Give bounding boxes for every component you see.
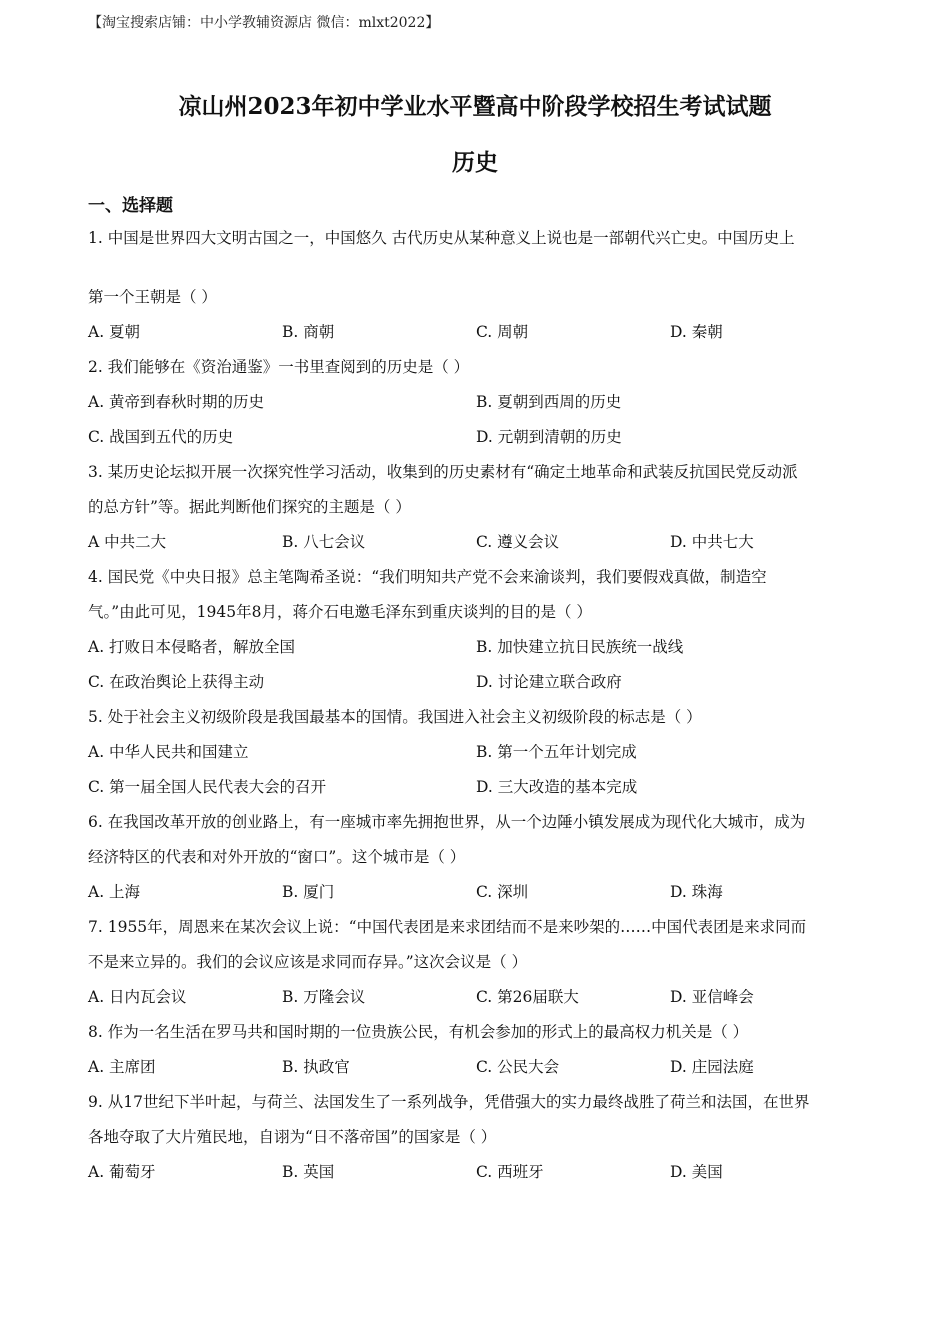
answer-option[interactable]: C. 遵义会议 (476, 533, 560, 551)
question-item (88, 1085, 868, 1190)
answer-option[interactable]: B. 英国 (282, 1163, 335, 1181)
question-list (88, 221, 868, 1190)
answer-option[interactable]: C. 深圳 (476, 883, 529, 901)
answer-option[interactable]: C. 第一届全国人民代表大会的召开 (88, 778, 327, 796)
question-item (88, 910, 868, 1015)
question-stem-line: 各地夺取了大片殖民地，自诩为“日不落帝国”的国家是（ ） (88, 1128, 497, 1146)
answer-option[interactable]: C. 第26届联大 (476, 988, 579, 1006)
question-stem-line: 3. 某历史论坛拟开展一次探究性学习活动，收集到的历史素材有“确定土地革命和武装反抗国民党反动派 (88, 463, 798, 481)
answer-option[interactable]: A. 打败日本侵略者，解放全国 (88, 638, 296, 656)
answer-option[interactable]: D. 亚信峰会 (670, 988, 754, 1006)
answer-option[interactable]: B. 厦门 (282, 883, 335, 901)
answer-option[interactable]: A. 黄帝到春秋时期的历史 (88, 393, 265, 411)
answer-option[interactable]: B. 执政官 (282, 1058, 350, 1076)
answer-option[interactable]: D. 三大改造的基本完成 (476, 778, 638, 796)
answer-option[interactable]: B. 八七会议 (282, 533, 366, 551)
page-title: 凉山州2023年初中学业水平暨高中阶段学校招生考试试题 (178, 93, 772, 120)
answer-option[interactable]: A. 主席团 (88, 1058, 156, 1076)
option-group (88, 630, 868, 700)
answer-option[interactable]: D. 庄园法庭 (670, 1058, 754, 1076)
section-heading: 一、选择题 (88, 196, 173, 216)
question-stem-line: 2. 我们能够在《资治通鉴》一书里查阅到的历史是（ ） (88, 358, 470, 376)
question-stem-line: 4. 国民党《中央日报》总主笔陶希圣说：“我们明知共产党不会来渝谈判，我们要假戏真做，制造空 (88, 568, 767, 586)
answer-option[interactable]: B. 加快建立抗日民族统一战线 (476, 638, 684, 656)
question-item (88, 455, 868, 560)
answer-option[interactable]: A. 葡萄牙 (88, 1163, 156, 1181)
answer-option[interactable]: C. 西班牙 (476, 1163, 544, 1181)
option-group (88, 875, 868, 910)
option-group (88, 385, 868, 455)
question-item (88, 700, 868, 805)
question-item (88, 560, 868, 700)
option-group (88, 525, 868, 560)
question-stem-line: 9. 从17世纪下半叶起，与荷兰、法国发生了一系列战争，凭借强大的实力最终战胜了荷兰和法国，在世界 (88, 1093, 810, 1111)
answer-option[interactable]: B. 第一个五年计划完成 (476, 743, 637, 761)
answer-option[interactable]: A. 日内瓦会议 (88, 988, 187, 1006)
answer-option[interactable]: C. 周朝 (476, 323, 529, 341)
option-group (88, 735, 868, 805)
question-stem-line: 6. 在我国改革开放的创业路上，有一座城市率先拥抱世界，从一个边陲小镇发展成为现代化大城市，成为 (88, 813, 806, 831)
question-stem-line: 不是来立异的。我们的会议应该是求同而存异。”这次会议是（ ） (88, 953, 528, 971)
question-stem-line: 5. 处于社会主义初级阶段是我国最基本的国情。我国进入社会主义初级阶段的标志是（ ） (88, 708, 702, 726)
answer-option[interactable]: D. 元朝到清朝的历史 (476, 428, 622, 446)
question-stem-line: 8. 作为一名生活在罗马共和国时期的一位贵族公民，有机会参加的形式上的最高权力机关是（ ） (88, 1023, 749, 1041)
option-group (88, 980, 868, 1015)
answer-option[interactable]: D. 讨论建立联合政府 (476, 673, 622, 691)
question-stem-line: 的总方针”等。据此判断他们探究的主题是（ ） (88, 498, 411, 516)
question-stem-line: 1. 中国是世界四大文明古国之一，中国悠久 古代历史从某种意义上说也是一部朝代兴亡史。中国历史上 (88, 229, 795, 247)
answer-option[interactable]: A. 中华人民共和国建立 (88, 743, 249, 761)
answer-option[interactable]: B. 万隆会议 (282, 988, 366, 1006)
question-stem-line: 第一个王朝是（ ） (88, 288, 217, 306)
subject-title: 历史 (452, 149, 498, 176)
question-item (88, 1015, 868, 1085)
answer-option[interactable]: B. 夏朝到西周的历史 (476, 393, 622, 411)
question-item (88, 805, 868, 910)
question-stem-line: 气。”由此可见，1945年8月，蒋介石电邀毛泽东到重庆谈判的目的是（ ） (88, 603, 592, 621)
answer-option[interactable]: B. 商朝 (282, 323, 335, 341)
option-group (88, 315, 868, 350)
answer-option[interactable]: A. 上海 (88, 883, 141, 901)
answer-option[interactable]: A. 夏朝 (88, 323, 141, 341)
answer-option[interactable]: D. 秦朝 (670, 323, 723, 341)
answer-option[interactable]: C. 公民大会 (476, 1058, 560, 1076)
option-group (88, 1155, 868, 1190)
answer-option[interactable]: A 中共二大 (88, 533, 167, 551)
answer-option[interactable]: D. 中共七大 (670, 533, 754, 551)
question-item (88, 350, 868, 455)
question-stem-line: 经济特区的代表和对外开放的“窗口”。这个城市是（ ） (88, 848, 466, 866)
answer-option[interactable]: D. 珠海 (670, 883, 723, 901)
answer-option[interactable]: C. 战国到五代的历史 (88, 428, 234, 446)
question-stem-line: 7. 1955年，周恩来在某次会议上说：“中国代表团是来求团结而不是来吵架的……中国代表团是来求同而 (88, 918, 807, 936)
answer-option[interactable]: C. 在政治舆论上获得主动 (88, 673, 265, 691)
answer-option[interactable]: D. 美国 (670, 1163, 723, 1181)
question-item (88, 221, 868, 350)
header-watermark-note: 【淘宝搜索店铺：中小学教辅资源店 微信：mlxt2022】 (88, 15, 440, 31)
line-gap (88, 256, 868, 280)
option-group (88, 1050, 868, 1085)
